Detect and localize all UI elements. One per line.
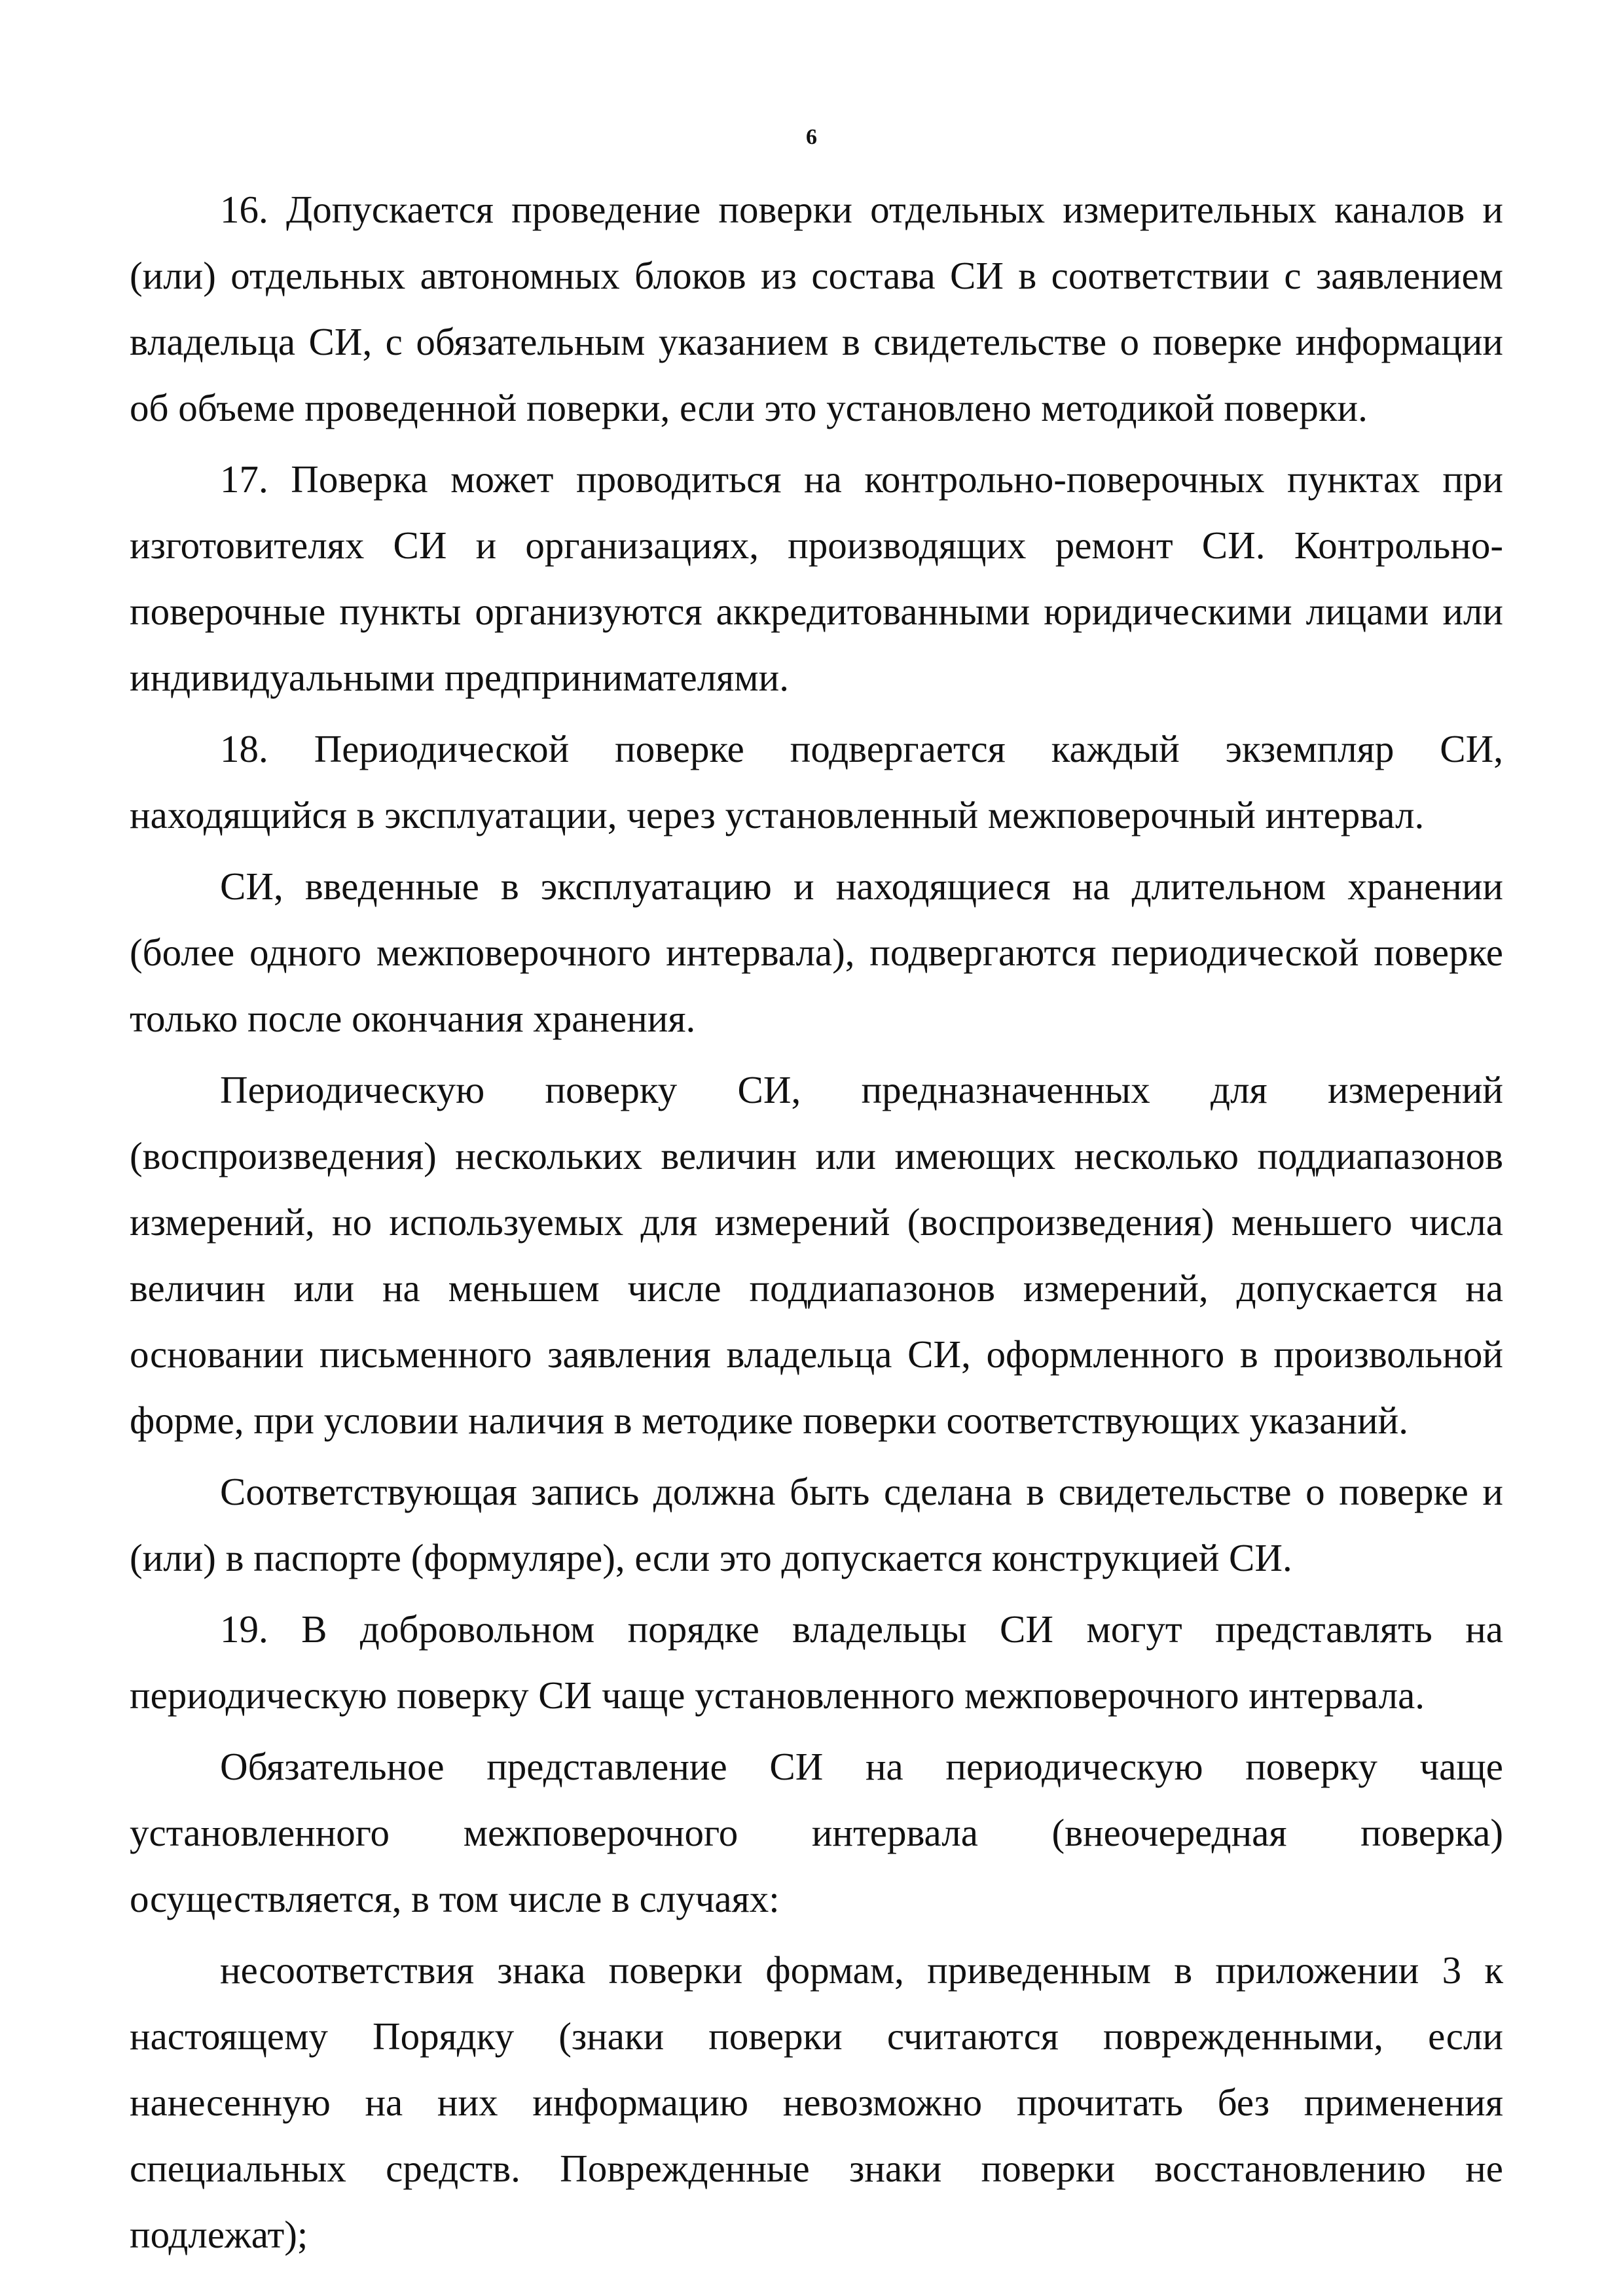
paragraph-19-case-mark: несоответствия знака поверки формам, приведенным в приложении 3 к настоящему Порядку (знаки поверки считаются поврежденными, если нанесенную на них информацию невозможно прочитать без применения специальных средств. Поврежденные знаки поверки восстановлению не подлежат); (130, 1948, 1503, 2256)
paragraph-18-record: Соответствующая запись должна быть сделана в свидетельстве о поверке и (или) в паспорте (формуляре), если это допускается конструкцией СИ. (130, 1470, 1503, 1579)
paragraph-18-partial-verification: Периодическую поверку СИ, предназначенных для измерений (воспроизведения) нескольких величин или имеющих несколько поддиапазонов измерений, но используемых для измерений (воспроизведения) меньшего числа величин или на меньшем числе поддиапазонов измерений, допускается на основании письменного заявления владельца СИ, оформленного в произвольной форме, при условии наличия в методике поверки соответствующих указаний. (130, 1068, 1503, 1442)
page-number: 6 (806, 125, 817, 149)
paragraph-17: 17. Поверка может проводиться на контрольно-поверочных пунктах при изготовителях СИ и организациях, производящих ремонт СИ. Контрольно-поверочные пункты организуются аккредитованными юридическими лицами или индивидуальными предпринимателями. (130, 457, 1503, 699)
paragraph-16: 16. Допускается проведение поверки отдельных измерительных каналов и (или) отдельных автономных блоков из состава СИ в соответствии с заявлением владельца СИ, с обязательным указанием в свидетельстве о поверке информации об объеме проведенной поверки, если это установлено методикой поверки. (130, 188, 1503, 429)
paragraph-18-storage: СИ, введенные в эксплуатацию и находящиеся на длительном хранении (более одного межповерочного интервала), подвергаются периодической поверке только после окончания хранения. (130, 865, 1503, 1040)
document-body (130, 177, 1503, 2268)
paragraph-19: 19. В добровольном порядке владельцы СИ могут представлять на периодическую поверку СИ чаще установленного межповерочного интервала. (130, 1607, 1503, 1717)
paragraph-19-mandatory: Обязательное представление СИ на периодическую поверку чаще установленного межповерочного интервала (внеочередная поверка) осуществляется, в том числе в случаях: (130, 1745, 1503, 1920)
paragraph-18: 18. Периодической поверке подвергается каждый экземпляр СИ, находящийся в эксплуатации, через установленный межповерочный интервал. (130, 727, 1503, 836)
